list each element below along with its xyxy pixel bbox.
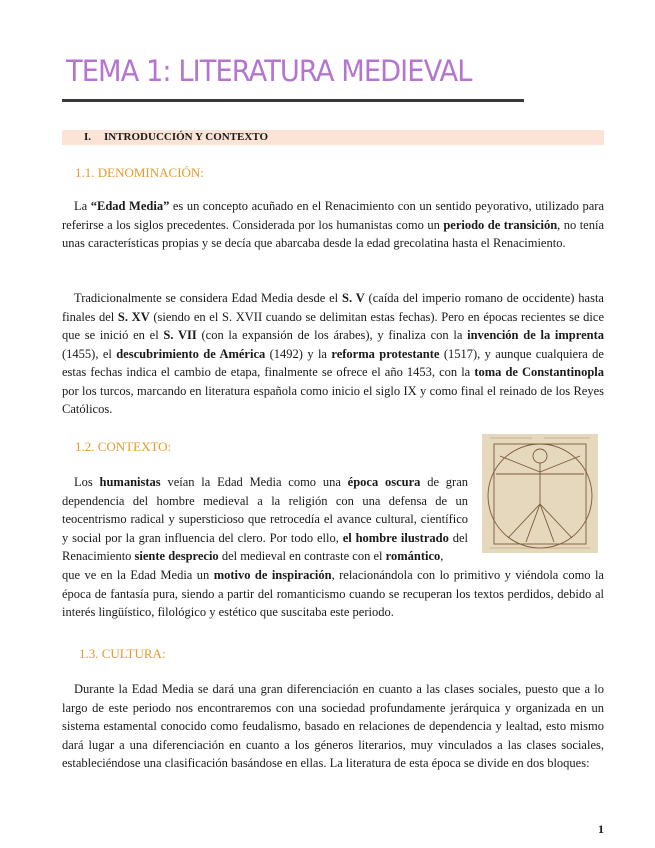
bold-term: motivo de inspiración <box>213 568 332 582</box>
page-number: 1 <box>598 822 604 836</box>
bold-term: periodo de transición <box>443 217 558 232</box>
paragraph-humanists-view: Los humanistas veían la Edad Media como una época oscura de gran dependencia del hombre medieval a la religión con una defensa de un teocentrismo radical y supersticioso que retrocedía el avance cultural, científico y social por la gran influencia del clero. Por todo ello, el hombre ilustrado del Renacimiento siente desprecio del medieval en contraste con el romántico, <box>62 475 468 563</box>
paragraph-romantic-view: que ve en la Edad Media un motivo de inspiración, relacionándola con lo primitivo y viéndola como la época de fantasía pura, siendo a partir del romanticismo cuando se recuperan los textos perdidos, debido al interés lingüístico, filológico y estético que suscitaba este periodo. <box>62 568 604 619</box>
bold-term: descubrimiento de América <box>116 346 266 361</box>
bold-term: S. VII <box>163 328 197 342</box>
bold-term: época oscura <box>347 475 421 489</box>
paragraph-social-classes: Durante la Edad Media se dará una gran diferenciación en cuanto a las clases sociales, puesto que a lo largo de este periodo nos encontraremos con una sociedad profundamente jerárquica y organizada en un sistema estamental conocido como feudalismo, basado en relaciones de dependencia y lealtad, esto mismo dará lugar a una diferenciación en cuanto a los géneros literarios, muy vinculados a las clases sociales, estableciéndose una clasificación basándose en ellas. La literatura de esta época se divide en dos bloques: <box>62 682 604 770</box>
bold-term: toma de Constantinopla <box>474 365 605 379</box>
bold-term: humanistas <box>99 475 161 489</box>
subheading-cultura: 1.3. CULTURA: <box>79 646 166 661</box>
bold-term: reforma protestante <box>331 346 440 361</box>
bold-term: invención de la imprenta <box>467 328 604 342</box>
bold-term: siente desprecio <box>134 549 219 563</box>
title-divider <box>62 99 524 102</box>
bold-term: S. XV <box>117 309 150 324</box>
vitruvian-man-drawing <box>482 434 598 553</box>
section-number: I. <box>84 131 92 143</box>
section-title: INTRODUCCIÓN Y CONTEXTO <box>104 131 269 143</box>
paragraph-periodization: Tradicionalmente se considera Edad Media desde el S. V (caída del imperio romano de occidente) hasta finales del S. XV (siendo en el S. XVII cuando se delimitan estas fechas). Pero en épocas recientes se dice que se inició en el S. VII (con la expansión de los árabes), y finaliza con la invención de la imprenta (1455), el descubrimiento de América (1492) y la reforma protestante (1517), y aunque cualquiera de estas fechas indica el cambio de etapa, finalmente se ofrece el año 1453, con la toma de Constantinopla por los turcos, marcando en literatura española como inicio el siglo IX y como final el reinado de los Reyes Católicos. <box>62 291 605 416</box>
section-heading <box>62 130 604 145</box>
vitruvian-man-image <box>482 434 598 553</box>
bold-term: “Edad Media” <box>90 199 170 213</box>
subheading-contexto: 1.2. CONTEXTO: <box>75 439 172 454</box>
paragraph-edad-media-concept: La “Edad Media” es un concepto acuñado en el Renacimiento con un sentido peyorativo, utilizado para referirse a los siglos precedentes. Considerada por los humanistas como un periodo de transición, no tenía unas características propias y se decía que abarcaba desde la edad grecolatina hasta el Renacimiento. <box>62 199 604 250</box>
bold-term: el hombre ilustrado <box>342 530 449 545</box>
bold-term: romántico <box>385 549 441 563</box>
page-title: TEMA 1: LITERATURA MEDIEVAL <box>66 54 472 88</box>
bold-term: S. V <box>342 291 365 305</box>
subheading-denominacion: 1.1. DENOMINACIÓN: <box>75 165 204 180</box>
